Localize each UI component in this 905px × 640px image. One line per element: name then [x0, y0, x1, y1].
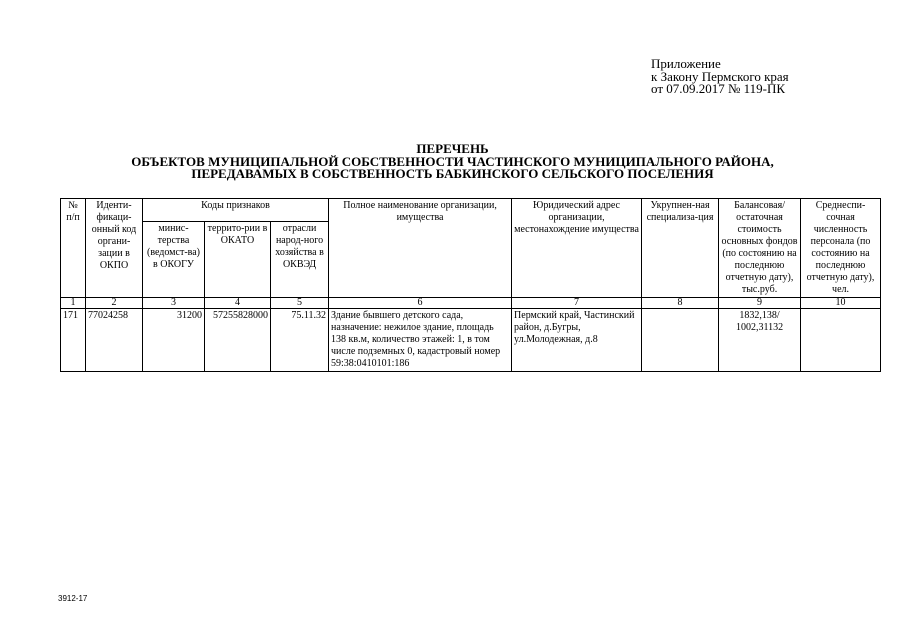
column-number-row [61, 298, 881, 309]
header-staff: Среднеспи-сочная численность персонала (по состоянию на последнюю отчетную дату), чел. [801, 199, 881, 298]
cell-okogu: 31200 [143, 309, 205, 372]
cell-num: 171 [61, 309, 86, 372]
cell-address: Пермский край, Частинский район, д.Бугры, ул.Молодежная, д.8 [512, 309, 642, 372]
appendix-line-2: к Закону Пермского края [651, 68, 789, 84]
appendix-line-1: Приложение [651, 56, 721, 71]
col-number: 7 [512, 298, 642, 309]
document-title [0, 143, 905, 181]
col-number: 2 [86, 298, 143, 309]
appendix-line-3: от 07.09.2017 № 119-ПК [651, 81, 786, 96]
header-name: Полное наименование организации, имущества [329, 199, 512, 298]
header-address: Юридический адрес организации, местонахождение имущества [512, 199, 642, 298]
cell-okato: 57255828000 [205, 309, 271, 372]
cell-balance: 1832,138/ 1002,31132 [719, 309, 801, 372]
header-codes-group: Коды признаков [143, 199, 329, 222]
property-table [60, 198, 881, 372]
col-number: 8 [642, 298, 719, 309]
col-number: 6 [329, 298, 512, 309]
title-line-1: ПЕРЕЧЕНЬ [416, 141, 489, 156]
cell-name: Здание бывшего детского сада, назначение: нежилое здание, площадь 138 кв.м, количество этажей: 1, в том числе подземных 0, кадастровый номер 59:38:0410101:186 [329, 309, 512, 372]
cell-okpo: 77024258 [86, 309, 143, 372]
col-number: 3 [143, 298, 205, 309]
col-number: 1 [61, 298, 86, 309]
col-number: 5 [271, 298, 329, 309]
header-okogu: минис-терства (ведомст-ва) в ОКОГУ [143, 221, 205, 298]
title-line-2: ОБЪЕКТОВ МУНИЦИПАЛЬНОЙ СОБСТВЕННОСТИ ЧАСТИНСКОГО МУНИЦИПАЛЬНОГО РАЙОНА, [131, 153, 774, 169]
col-number: 10 [801, 298, 881, 309]
document-code: 3912-17 [58, 594, 88, 603]
header-okved: отрасли народ-ного хозяйства в ОКВЭД [271, 221, 329, 298]
col-number: 9 [719, 298, 801, 309]
title-line-3: ПЕРЕДАВАМЫХ В СОБСТВЕННОСТЬ БАБКИНСКОГО СЕЛЬСКОГО ПОСЕЛЕНИЯ [191, 166, 714, 181]
cell-okved: 75.11.32 [271, 309, 329, 372]
cell-specialization [642, 309, 719, 372]
appendix-block [651, 58, 789, 96]
header-num: № п/п [61, 199, 86, 298]
col-number: 4 [205, 298, 271, 309]
header-specialization: Укрупнен-ная специализа-ция [642, 199, 719, 298]
header-okato: террито-рии в ОКАТО [205, 221, 271, 298]
header-balance: Балансовая/ остаточная стоимость основных фондов (по состоянию на последнюю отчетную дату), тыс.руб. [719, 199, 801, 298]
header-okpo: Иденти-фикаци-онный код органи-зации в ОКПО [86, 199, 143, 298]
table-row [61, 309, 881, 372]
cell-staff [801, 309, 881, 372]
